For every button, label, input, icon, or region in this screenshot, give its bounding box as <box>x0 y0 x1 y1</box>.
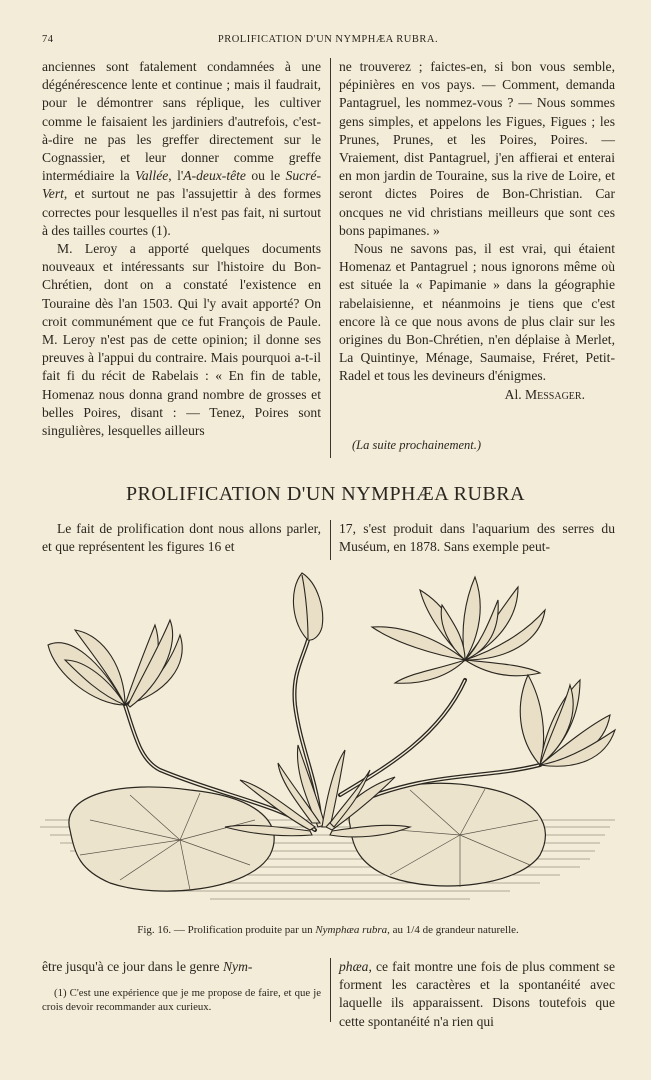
right-column-bottom <box>339 958 615 1031</box>
author-signature: Al. Messager. <box>504 386 585 402</box>
figure-caption: Fig. 16. — Prolification produite par un Nymphæa rubra, au 1/4 de grandeur naturelle. <box>137 924 519 936</box>
left-column-bottom <box>42 958 321 976</box>
nymphaea-engraving-illustration <box>40 565 620 920</box>
right-column-intro <box>339 520 615 556</box>
paragraph: M. Leroy a apporté quelques documents nouveaux et intéressants sur l'histoire du Bon-Chrétien, dont on a constaté l'existence en Touraine dès l'an 1503. Qui l'y avait apporté? On croit communément que ce fut François de Paule. M. Leroy n'est pas de cette opinion; il donne ses preuves à l'appui du contraire. Mais pourquoi a-t-il fait fi du récit de Rabelais : « En fin de table, Homenaz nous donna grand nombre de grosses et belles Poires, disant : — Tenez, Poires sont singulières, lesquelles ailleurs <box>42 241 321 439</box>
paragraph: être jusqu'à ce jour dans le genre Nym- <box>42 959 253 974</box>
top-right-open-flower <box>372 577 545 683</box>
running-header <box>42 34 614 50</box>
right-column-top <box>339 58 615 404</box>
footnote: (1) C'est une expérience que je me propose de faire, et que je crois devoir recommander aux curieux. <box>42 987 321 1014</box>
left-column-intro <box>42 520 321 556</box>
paragraph: ne trouverez ; faictes-en, si bon vous semble, pépinières en vos pays. — Comment, demanda Pantagruel, les nommez-vous ? — Nous sommes gens simples, et appelons les Figues, Figues ; les Prunes, Prunes, et les Poires, Poires. — Vraiement, dist Pantagruel, j'en affierai et enterai en mon jardin de Touraine, sus la rive de Loire, et seront dictes Poires de Bon-Christian. Car oncques ne vid christians meilleurs que sont ces bons papimanes. » <box>339 59 615 238</box>
continuation-note: (La suite prochainement.) <box>352 438 482 452</box>
paragraph: Nous ne savons pas, il est vrai, qui étaient Homenaz et Pantagruel ; nous ignorons même où est située la « Papimanie » dans la géographie rabelaisienne, et néanmoins je tiens que c'est encore là ce que nous avons de plus clair sur les origines du Bon-Chrétien, n'en déplaise à Merlet, La Quintinye, Ménage, Saumaise, Fréret, Petit-Radel et tous les devineurs d'énigmes. <box>339 241 615 384</box>
column-divider <box>330 520 331 560</box>
column-divider <box>330 958 331 1022</box>
left-lily-pad <box>69 787 274 891</box>
paragraph: 17, s'est produit dans l'aquarium des serres du Muséum, en 1878. Sans exemple peut- <box>339 521 615 555</box>
running-title: PROLIFICATION D'UN NYMPHÆA RUBRA. <box>217 34 439 45</box>
paragraph: anciennes sont fatalement condamnées à une dégénérescence lente et continue ; mais il faudrait, pour le démontrer sans réplique, les cultiver comme le faisaient les jardiniers d'autrefois, c'est-à-dire ne pas les greffer directement sur le Cognassier, et leur donner comme greffe intermédiaire la Vallée, l'A-deux-tête ou le Sucré-Vert, et surtout ne pas l'assujettir à des formes correctes pour lesquelles il n'est pas fait, ni surtout à des tailles courtes (1). <box>42 59 321 238</box>
column-divider <box>330 58 331 458</box>
right-side-flower <box>520 675 615 766</box>
left-half-open-flowers <box>48 620 182 707</box>
article-title: PROLIFICATION D'UN NYMPHÆA RUBRA <box>125 483 526 505</box>
paragraph: Le fait de prolification dont nous allons parler, et que représentent les figures 16 et <box>42 521 321 555</box>
page-number: 74 <box>42 34 54 45</box>
top-closed-bud <box>293 573 322 640</box>
paragraph: phæa, ce fait montre une fois de plus comment se forment les caractères et la spontanéité avec laquelle ils apparaissent. Disons toutefois que cette spontanéité n'a rien qui <box>339 959 615 1029</box>
left-column-top <box>42 58 321 440</box>
